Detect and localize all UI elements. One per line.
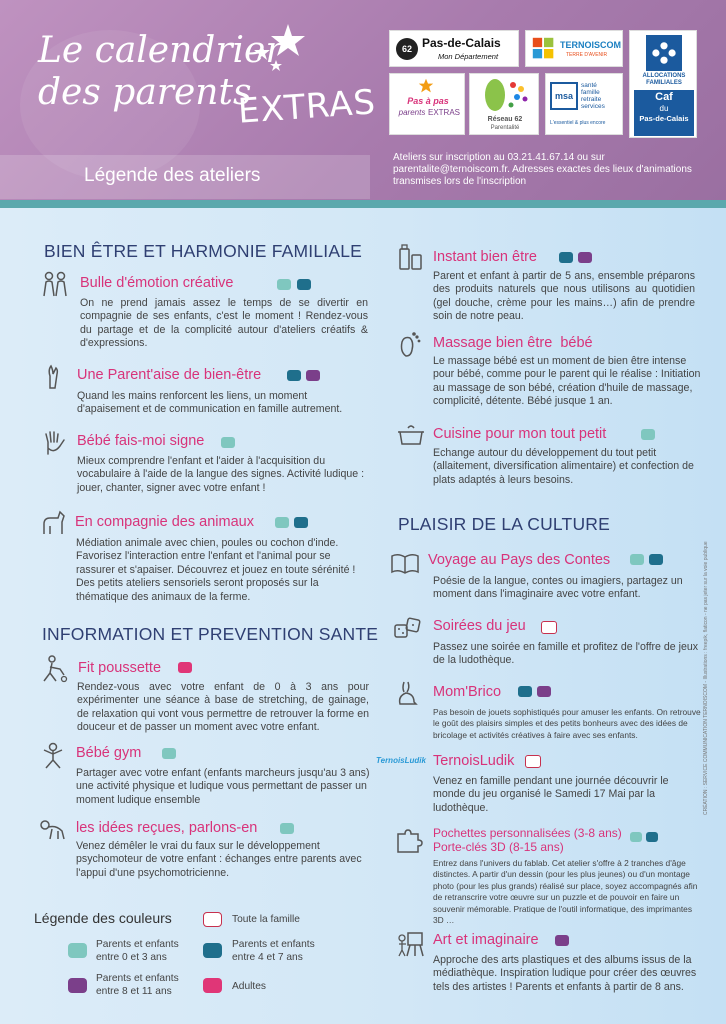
credit-text: CRÉATION : SERVICE COMMUNICATION TERNOISCOM - Illustrations : freepik, flaticon - ne pas jeter sur la voie publique [703,541,709,815]
workshop-title-fit: Fit poussette [78,660,162,676]
baby-gym-icon [38,742,68,770]
reseau-dots-icon [475,77,535,113]
workshop-desc-bebe-signe: Mieux comprendre l'enfant et l'aider à l'acquisition du vocabulaire à l'aide de la langue des signes. Activité ludique : jouer, chanter, signer avec votre enfant ! [77,455,365,494]
age-badge-4-7 [559,252,573,263]
age-badge-0-3 [277,279,291,290]
workshop-title-art: Art et imaginaire [433,932,539,948]
age-badge-0-3 [630,832,642,842]
workshop-desc-mombrico: Pas besoin de jouets sophistiqués pour amuser les enfants. On retrouve le goût des plaisirs simples et des petits bonheurs avec des idées de bricolage et activités créatives à faire avec ses enfants. [433,707,701,740]
age-badge-famille [541,621,557,634]
legend-famille: Toute la famille [232,914,300,925]
legend-teal-line2: entre 0 et 3 ans [96,952,167,963]
workshop-title-cuisine: Cuisine pour mon tout petit [433,426,607,442]
workshop-title-voyage: Voyage au Pays des Contes [428,552,611,568]
workshop-title-animaux: En compagnie des animaux [75,514,254,530]
workshop-desc-art: Approche des arts plastiques et des albums issus de la médiathèque. Inspiration ludique pour créer des œuvres tels des artistes ! Parents et enfants à partir de 8 ans. [433,954,697,993]
age-badge-8-11 [537,686,551,697]
workshop-desc-massage: Le massage bébé est un moment de bien être intense pour bébé, comme pour le parent qui le réalise : Initiation au massage de son bébé, création d'huile de massage, complicité, détente. Bébé jusque 1 an. [433,355,701,408]
ternoiscom-sub: TERRE D'AVENIR [566,52,608,58]
foot-icon [396,330,426,358]
pdc-number-badge: 62 [396,38,418,60]
legend-purple-line1: Parents et enfants [96,973,179,984]
age-badge-4-7 [294,517,308,528]
workshop-title-mombrico: Mom'Brico [433,684,502,700]
age-badge-0-3 [275,517,289,528]
age-badge-famille [525,755,541,768]
dog-icon [38,508,68,536]
msa-line2: famille [581,89,600,96]
workshop-desc-gym: Partager avec votre enfant (enfants marcheurs jusqu'au 3 ans) une activité physique et ludique vous permettant de passer un moment ludique ensemble [76,767,370,806]
age-badge-0-3 [221,437,235,448]
ternoiscom-name: TERNOISCOM [560,40,622,50]
age-badge-0-3 [280,823,294,834]
star-icon [418,78,434,94]
header-divider [0,200,726,208]
workshop-desc-ternoisludik: Venez en famille pendant une journée découvrir le monde du jeu organisé le Samedi 17 Mai par la ludothèque. [433,775,669,814]
caf-block [634,90,694,136]
legend-swatch-0-3 [68,943,87,958]
workshop-title-ternoisludik: TernoisLudik [433,753,515,769]
workshop-title-massage: Massage bien être bébé [433,335,593,351]
dice-icon [392,615,422,643]
pas-a-pas-parents-logo [389,73,465,135]
rabbit-icon [394,678,424,706]
stroller-icon [40,655,70,683]
poster-title [38,30,378,132]
age-badge-8-11 [555,935,569,946]
age-badge-4-7 [649,554,663,565]
ternoiscom-mark-icon [530,35,558,63]
workshop-desc-animaux: Médiation animale avec chien, poules ou cochon d'inde. Favorisez l'interaction entre l'enfant et l'animal pour se rassurer et s'apaiser. Découvrez et jouez en toute sérénité ! Des petits ateliers sensoriels seront proposés sur la thématique des animaux de la ferme. [76,537,356,603]
workshop-desc-parentaise: Quand les mains renforcent les liens, un moment d'apaisement et de communication en famille autrement. [77,390,343,416]
workshop-title-soirees: Soirées du jeu [433,618,526,634]
legend-label: Légende des ateliers [84,165,261,186]
book-icon [390,548,420,576]
paspas-line2: parents [398,108,426,117]
title-extras: EXTRAS [236,82,378,132]
caf-top: ALLOCATIONS FAMILIALES [642,73,686,86]
legend-purple-line2: entre 8 et 11 ans [96,986,172,997]
registration-info: Ateliers sur inscription au 03.21.41.67.14 ou sur parentalite@ternoiscom.fr. Adresses exactes des lieux d'animations transmises lors de l'inscription [393,152,692,187]
crawling-baby-icon [38,817,68,845]
workshop-desc-bulle: On ne prend jamais assez le temps de se divertir en compagnie de ses enfants, c'est le moment ! Rendez-vous du partage et de la complicité autour d'ateliers créatifs & d'expressions. [80,297,368,350]
paspas-line1: Pas à pas [407,96,449,106]
workshop-title-bebe-signe: Bébé fais-moi signe [77,433,205,449]
hand-sign-icon [40,428,70,456]
title-line2: des parents [38,72,252,113]
paspas-line3: EXTRAS [427,108,460,117]
msa-mark: msa [550,82,578,110]
pdc-sub: Mon Département [438,52,499,61]
legend-swatch-8-11 [68,978,87,993]
workshop-title-bulle: Bulle d'émotion créative [80,275,234,291]
pdc-name: Pas-de-Calais [422,36,501,50]
age-badge-adultes [178,662,192,673]
caf-logo [629,30,697,138]
age-badge-4-7 [297,279,311,290]
legend-title: Légende des couleurs [34,910,172,926]
workshop-desc-instant: Parent et enfant à partir de 5 ans, ensemble préparons des produits naturels que nous utilisons au quotidien (gel douche, crème pour les mains…) afin de prendre soin de notre peau. [433,270,695,323]
workshop-title-instant: Instant bien être [433,249,537,265]
workshop-desc-idees: Venez démêler le vrai du faux sur le développement psychomoteur de votre enfant : échanges entre parents avec l'appui d'une psychomotricienne. [76,840,362,879]
section-title-info-sante: INFORMATION ET PREVENTION SANTE [42,624,379,644]
msa-tag: L'essentiel & plus encore [550,120,606,126]
legend-swatch-4-7 [203,943,222,958]
cosmetics-icon [396,243,426,271]
section-title-bien-etre: BIEN ÊTRE ET HARMONIE FAMILIALE [44,241,363,261]
workshop-desc-fit: Rendez-vous avec votre enfant de 0 à 3 ans pour expérimenter une séance à base de stretching, de gainage, de relaxation qui vont vous permettre de retrouver la forme en douceur et de passer un moment avec votre enfant. [77,681,369,734]
legend-blue-line2: entre 4 et 7 ans [232,952,303,963]
msa-line3: retraite [581,96,602,103]
workshop-title-pochettes-line2: Porte-clés 3D (8-15 ans) [433,840,564,854]
puzzle-icon [394,826,424,854]
reseau-line2: Parentalité [490,125,520,131]
age-badge-4-7 [287,370,301,381]
ternoisludik-logo-icon: TernoisLudik [376,756,426,765]
section-title-culture: PLAISIR DE LA CULTURE [398,514,610,534]
legend-teal-line1: Parents et enfants [96,939,179,950]
msa-line1: santé [581,82,597,89]
workshop-desc-voyage: Poésie de la langue, contes ou imagiers, partagez un moment dans l'imaginaire avec votre enfant. [433,575,683,601]
workshop-desc-pochettes: Entrez dans l'univers du fablab. Cet atelier s'offre à 2 tranches d'âge distinctes. A partir d'un dessin (pour les plus jeunes) ou d'un montage photo (pour les plus grands) réalisé sur place, soyez accompagnés afin de retranscrire votre œuvre sur un puzzle et de pouvoir en faire un souvenir mémorable. Pratique de l'outil informatique, des imprimantes 3D … [433,858,698,926]
msa-line4: services [581,103,605,110]
workshop-title-gym: Bébé gym [76,745,142,761]
age-badge-4-7 [518,686,532,697]
reseau62-logo [469,73,539,135]
easel-icon [396,930,426,958]
age-badge-4-7 [646,832,658,842]
age-badge-0-3 [162,748,176,759]
legend-swatch-famille [203,912,222,927]
caf-sub2: Pas-de-Calais [639,114,689,123]
legend-swatch-adultes [203,978,222,993]
reseau-line1: Réseau 62 [487,116,523,123]
msa-logo [545,73,623,135]
workshop-title-pochettes-line1: Pochettes personnalisées (3-8 ans) [433,826,622,840]
caf-sub1: du [659,104,669,113]
workshop-desc-cuisine: Echange autour du développement du tout petit (allaitement, diversification alimentaire) et confection de plats adaptés à leurs besoins. [433,447,694,486]
age-badge-8-11 [306,370,320,381]
ternoiscom-logo [525,30,623,67]
workshop-desc-soirees: Passez une soirée en famille et profitez de l'offre de jeux de la ludothèque. [433,641,699,667]
age-badge-0-3 [641,429,655,440]
age-badge-8-11 [578,252,592,263]
header-banner [0,0,726,200]
caf-emblem-icon [644,35,684,71]
hands-icon [40,362,70,390]
age-badge-0-3 [630,554,644,565]
workshop-title-parentaise: Une Parent'aise de bien-être [77,367,262,383]
family-icon [40,270,70,298]
pas-de-calais-logo [389,30,519,67]
legend-pink: Adultes [232,981,266,992]
legend-label-bar [0,155,370,199]
cooking-pot-icon [396,420,426,448]
workshop-title-idees: les idées reçues, parlons-en [76,820,258,836]
caf-name: Caf [655,91,673,103]
title-line1: Le calendrier [38,30,283,71]
legend-blue-line1: Parents et enfants [232,939,315,950]
